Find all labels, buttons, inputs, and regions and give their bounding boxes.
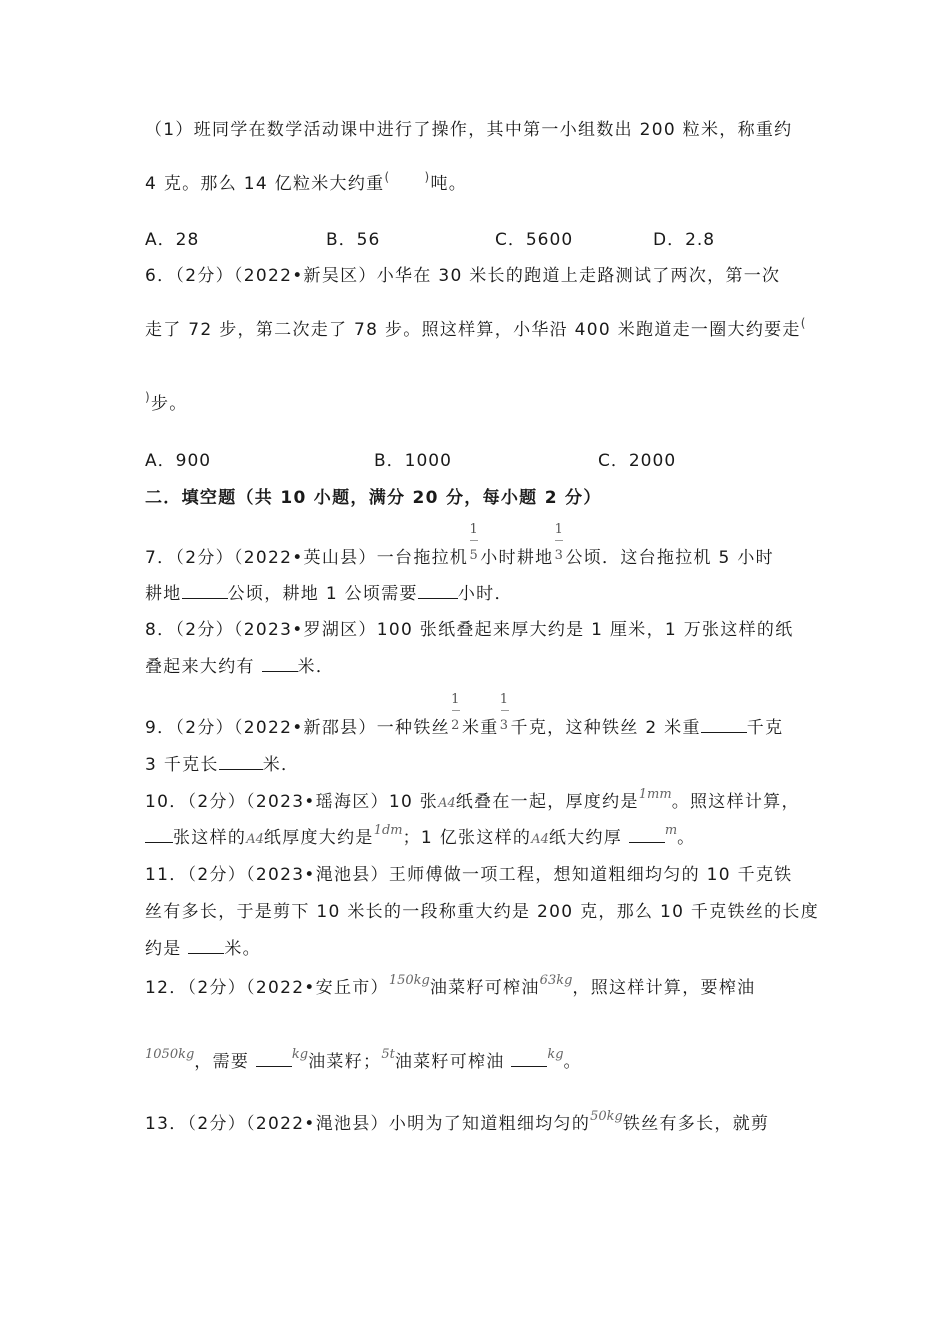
math-50kg: 50kg [590,1109,623,1124]
q5-option-d[interactable]: D．2.8 [653,230,716,250]
math-150kg: 150kg [388,973,430,988]
q11-line-1: 11．（2分）（2023•渑池县）王师傅做一项工程，想知道粗细均匀的 10 千克铁 [145,865,793,885]
q8-line-2: 叠起来大约有 米． [145,657,335,677]
q9-line-1: 9．（2分）（2022•新邵县）一种铁丝 $\frac{1}{2}$ 米重 $\frac{1}{3}$ 千克，这种铁丝 2 米重 千克 [145,692,784,738]
q9-line-2: 3 千克长 米． [145,755,300,775]
q6-option-a[interactable]: A．900 [145,451,212,471]
math-1050kg: 1050kg [145,1047,195,1062]
q12-line-1: 12．（2分）（2022•安丘市）$^{150kg}$油菜籽可榨油$^{63kg}$，照这样计算，要榨油 [145,973,756,998]
answer-blank[interactable] [629,841,665,843]
q10-line-1: 10．（2分）（2023•瑶海区）10 张A4纸叠在一起，厚度约是$^{1mm}$。照这样计算， [145,787,800,812]
math-63kg: 63kg [539,973,573,988]
q5-option-a[interactable]: A．28 [145,230,200,250]
fraction-one-half: $\frac{1}{2}$ [451,692,461,733]
q7-line-1: 7．（2分）（2022•英山县）一台拖拉机 $\frac{1}{5}$ 小时耕地 $\frac{1}{3}$ 公顷．这台拖拉机 5 小时 [145,522,774,568]
section-2-heading: 二．填空题（共 10 小题，满分 20 分，每小题 2 分） [145,488,602,508]
q5-option-c[interactable]: C．5600 [495,230,574,250]
math-a4: A4 [438,796,456,811]
answer-blank[interactable] [701,731,747,733]
math-kg: kg [291,1047,309,1062]
answer-blank[interactable] [418,597,458,599]
math-1mm: 1mm [638,787,672,802]
answer-paren-close: ) [145,390,151,404]
q8-line-1: 8．（2分）（2023•罗湖区）100 张纸叠起来厚大约是 1 厘米，1 万张这样的纸 [145,620,794,640]
q6-option-b[interactable]: B．1000 [374,451,452,471]
q5-line-1: （1）班同学在数学活动课中进行了操作，其中第一小组数出 200 粒米，称重约 [145,120,793,140]
q11-line-3: 约是 米。 [145,939,261,959]
math-kg: kg [547,1047,564,1062]
q5-option-b[interactable]: B．56 [326,230,381,250]
math-5t: 5t [381,1047,395,1062]
answer-blank[interactable] [262,670,298,672]
fraction-one-fifth: $\frac{1}{5}$ [469,522,480,563]
answer-paren-open: ( [384,170,391,184]
q5-line-2: 4 克。那么 14 亿粒米大约重( )吨。 [145,170,468,194]
q12-line-2: $^{1050kg}$，需要 $^{kg}$油菜籽；$^{5t}$油菜籽可榨油 $^{kg}$。 [145,1047,582,1072]
q6-line-2: 走了 72 步，第二次走了 78 步。照这样算，小华沿 400 米跑道走一圈大约要走( [145,316,807,340]
math-m: m [664,823,678,838]
q10-line-2: 张这样的A4纸厚度大约是$^{1dm}$；1 亿张这样的A4纸大约厚 $^m$。 [145,826,695,852]
math-1dm: 1dm [373,823,403,838]
answer-blank[interactable] [256,1065,292,1067]
q6-line-1: 6．（2分）（2022•新吴区）小华在 30 米长的跑道上走路测试了两次，第一次 [145,266,781,286]
q13-line-1: 13．（2分）（2022•渑池县）小明为了知道粗细均匀的$^{50kg}$铁丝有多长，就剪 [145,1109,770,1134]
answer-blank[interactable] [145,841,173,843]
fraction-one-third: $\frac{1}{3}$ [554,522,565,563]
answer-blank[interactable] [219,768,263,770]
answer-blank[interactable] [182,597,228,599]
fraction-one-third: $\frac{1}{3}$ [499,692,510,733]
math-a4: A4 [531,832,549,847]
answer-blank[interactable] [511,1065,547,1067]
answer-blank[interactable] [188,952,224,954]
q6-line-3: )步。 [145,390,188,414]
q6-option-c[interactable]: C．2000 [598,451,677,471]
q11-line-2: 丝有多长，于是剪下 10 米长的一段称重大约是 200 克，那么 10 千克铁丝的长度 [145,902,820,922]
math-a4: A4 [246,832,264,847]
answer-paren-open: ( [800,316,807,330]
q7-line-2: 耕地 公顷，耕地 1 公顷需要 小时． [145,584,513,604]
answer-paren-close: ) [424,170,431,184]
